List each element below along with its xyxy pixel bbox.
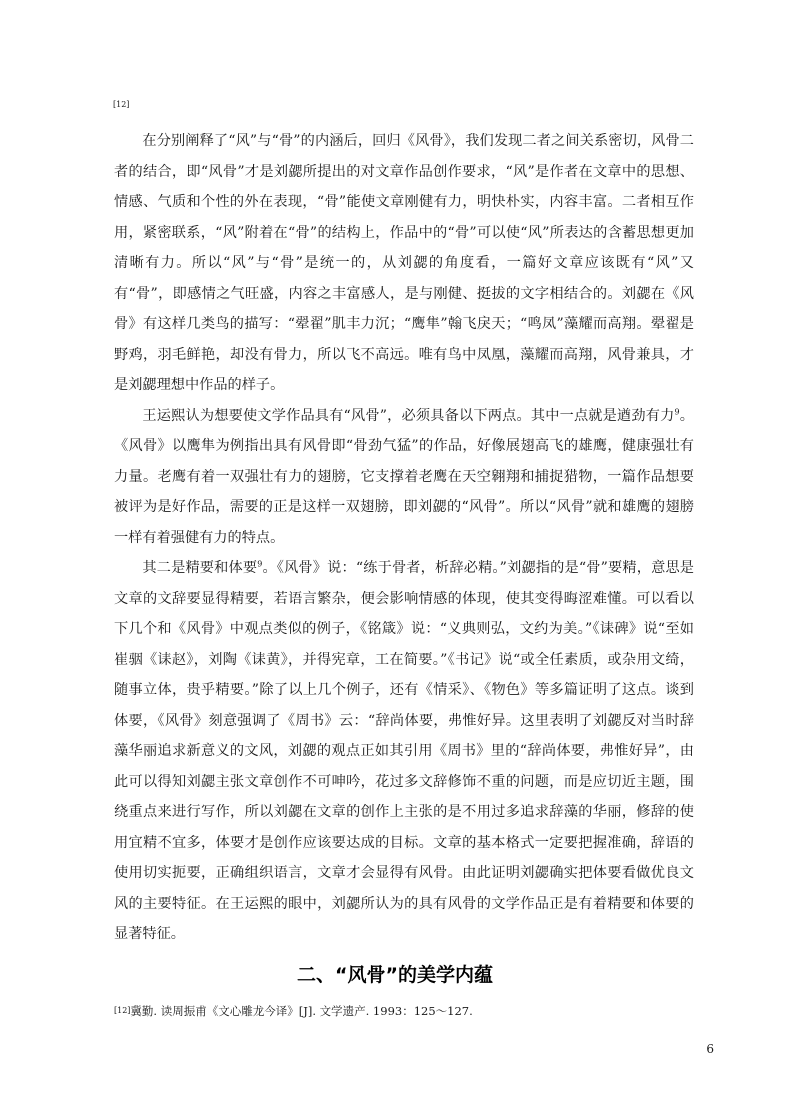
paragraph-3-text-cont: 。《风骨》说：“练于骨者，析辞必精。”刘勰指的是“骨”要精，意思是文章的文辞要显得精要，若语言繁杂，便会影响情感的体现，使其变得晦涩难懂。可以看以下几个和《风骨》中观点类似的例子，《铭箴》说：“义典则弘，文约为美。”《诔碑》说“至如崔骃《诔赵》，刘陶《诔黄》，并得宪章，工在简要。”《书记》说“或全任素质，或杂用文绮，随事立体，贵乎精要。”除了以上几个例子，还有《情采》、《物色》等多篇证明了这点。谈到体要，《风骨》刻意强调了《周书》云：“辞尚体要，弗惟好异。这里表明了刘勰反对当时辞藻华丽追求新意义的文风，刘勰的观点正如其引用《周书》里的“辞尚体要，弗惟好异”，由此可以得知刘勰主张文章创作不可呻吟，花过多文辞修饰不重的问题，而是应切近主题，围绕重点来进行写作，所以刘勰在文章的创作上主张的是不用过多追求辞藻的华丽，修辞的使用宜精不宜多，体要才是创作应该要达成的目标。文章的基本格式一定要把握准确，辞语的使用切实扼要，正确组织语言，文章才会显得有风骨。由此证明刘勰确实把体要看做优良文风的主要特征。在王运熙的眼中，刘勰所认为的具有风骨的文学作品正是有着精要和体要的显著特征。 bbox=[114, 560, 694, 942]
citation-superscript: 9 bbox=[674, 406, 680, 416]
paragraph-2-text-cont: 。《风骨》以鹰隼为例指出具有风骨即“骨劲气猛”的作品，好像展翅高飞的雄鹰，健康强壮有力量。老鹰有着一双强壮有力的翅膀，它支撑着老鹰在天空翱翔和捕捉猎物，一篇作品想要被评为是好作品，需要的正是这样一双翅膀，即刘勰的“风骨”。所以“风骨”就和雄鹰的翅膀一样有着强健有力的特点。 bbox=[114, 407, 694, 546]
paragraph-3 bbox=[114, 553, 694, 950]
body-text bbox=[114, 126, 694, 950]
paragraph-3-text: 其二是精要和体要 bbox=[142, 560, 258, 576]
footnote-marker: [12] bbox=[114, 1006, 131, 1015]
footnote bbox=[114, 1003, 473, 1019]
paragraph-1: 在分别阐释了“风”与“骨”的内涵后，回归《风骨》，我们发现二者之间关系密切，风骨二者的结合，即“风骨”才是刘勰所提出的对文章作品创作要求，“风”是作者在文章中的思想、情感、气质和个性的外在表现，“骨”能使文章刚健有力，明快朴实，内容丰富。二者相互作用，紧密联系，“风”附着在“骨”的结构上，作品中的“骨”可以使“风”所表达的含蓄思想更加清晰有力。所以“风”与“骨”是统一的，从刘勰的角度看，一篇好文章应该既有“风”又有“骨”，即感情之气旺盛，内容之丰富感人，是与刚健、挺拔的文字相结合的。刘勰在《风骨》有这样几类鸟的描写：“翚翟”肌丰力沉；“鹰隼”翰飞戾天；“鸣凤”藻耀而高翔。翚翟是野鸡，羽毛鲜艳，却没有骨力，所以飞不高远。唯有鸟中凤凰，藻耀而高翔，风骨兼具，才是刘勰理想中作品的样子。 bbox=[114, 133, 694, 393]
page-number: 6 bbox=[706, 1042, 714, 1056]
paragraph-2-text: 王运熙认为想要使文学作品具有“风骨”，必须具备以下两点。其中一点就是遒劲有力 bbox=[142, 407, 675, 424]
citation-superscript: 9 bbox=[257, 559, 263, 569]
reference-marker: [12] bbox=[113, 100, 130, 109]
section-heading: 二、“风骨”的美学内蕴 bbox=[297, 964, 493, 986]
footnote-text: 冀勤. 读周振甫《文心雕龙今译》[J]. 文学遗产. 1993：125～127. bbox=[130, 1004, 473, 1018]
paragraph-2 bbox=[114, 401, 694, 554]
